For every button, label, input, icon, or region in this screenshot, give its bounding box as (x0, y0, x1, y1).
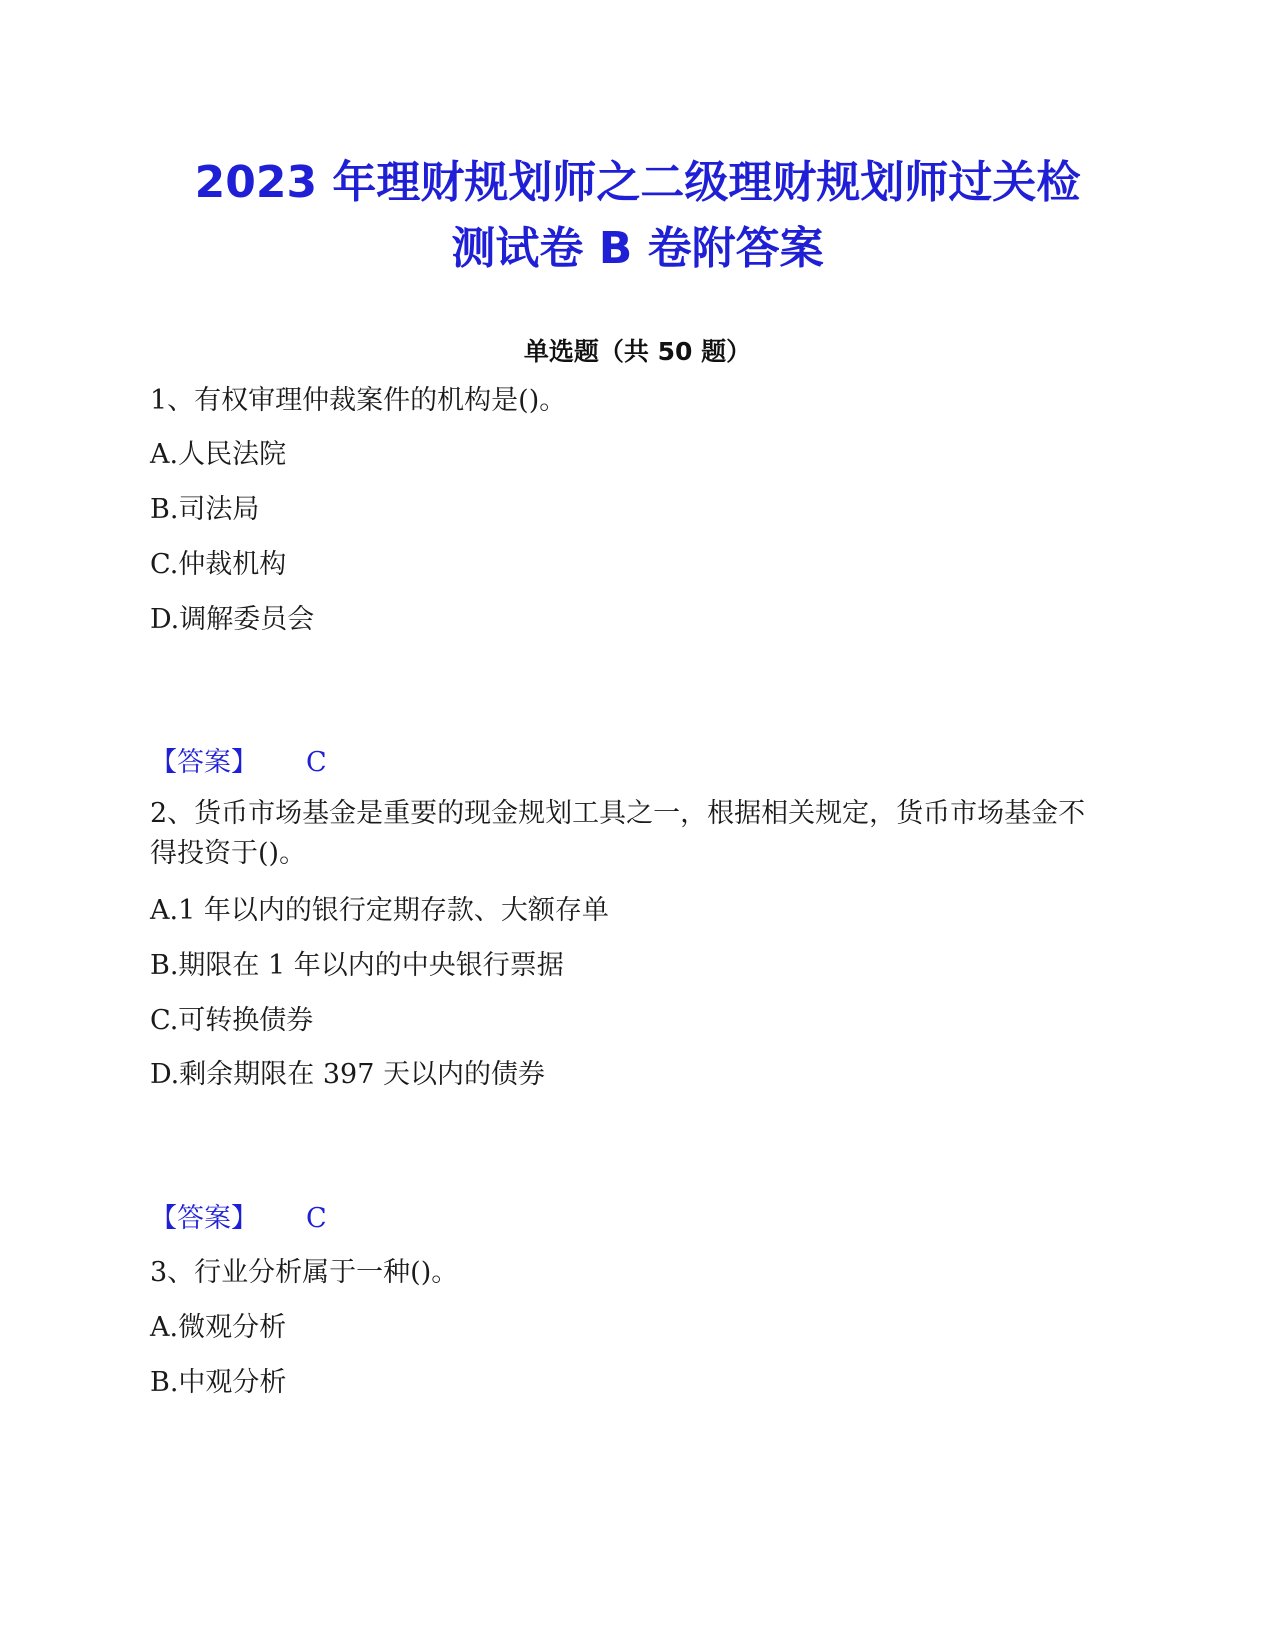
document-title (0, 150, 1275, 282)
question-2-option-b: B.期限在 1 年以内的中央银行票据 (150, 950, 564, 981)
question-2-answer (150, 1196, 327, 1235)
title-line-1: 2023 年理财规划师之二级理财规划师过关检 (194, 157, 1081, 208)
question-1-answer (150, 740, 327, 779)
question-3-option-b: B.中观分析 (150, 1367, 287, 1398)
question-2-option-c: C.可转换债券 (150, 1005, 314, 1036)
answer-value: C (306, 1203, 327, 1234)
question-1-option-c: C.仲裁机构 (150, 549, 287, 580)
question-2-option-a: A.1 年以内的银行定期存款、大额存单 (150, 895, 609, 926)
title-line-2: 测试卷 B 卷附答案 (451, 223, 824, 274)
question-1-option-d: D.调解委员会 (150, 604, 315, 635)
question-1-stem: 1、有权审理仲裁案件的机构是()。 (150, 385, 567, 416)
question-3-option-a: A.微观分析 (150, 1312, 287, 1343)
section-heading: 单选题（共 50 题） (523, 337, 752, 366)
question-3-stem: 3、行业分析属于一种()。 (150, 1257, 459, 1288)
question-1-option-a: A.人民法院 (150, 439, 287, 470)
answer-value: C (306, 747, 327, 778)
answer-label: 【答案】 (150, 1203, 258, 1234)
question-1-option-b: B.司法局 (150, 494, 260, 525)
question-2-stem: 2、货币市场基金是重要的现金规划工具之一，根据相关规定，货币市场基金不得投资于()。 (150, 798, 1086, 869)
question-2-option-d: D.剩余期限在 397 天以内的债券 (150, 1059, 545, 1090)
answer-label: 【答案】 (150, 747, 258, 778)
